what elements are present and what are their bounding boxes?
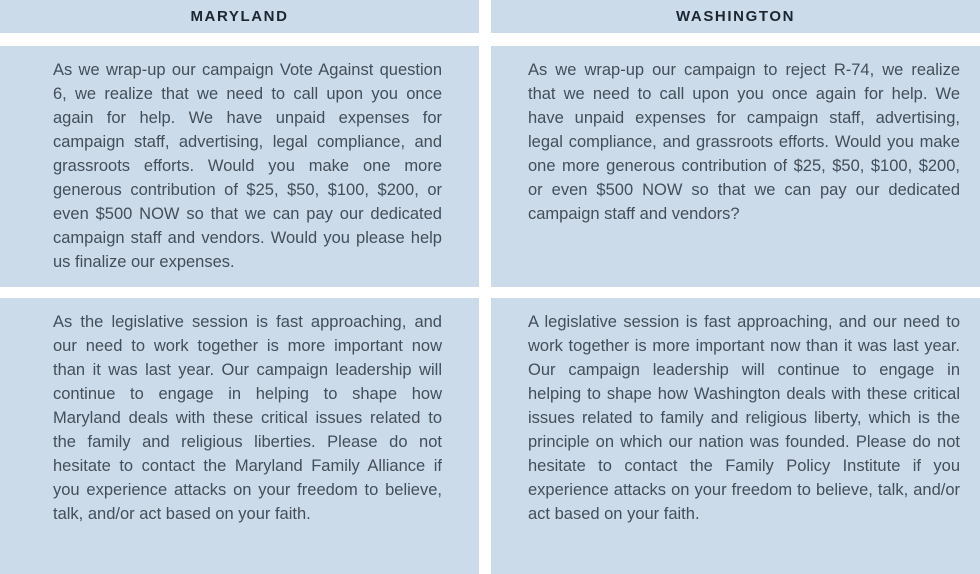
column-header-maryland: MARYLAND bbox=[0, 0, 479, 33]
column-header-washington: WASHINGTON bbox=[491, 0, 980, 33]
washington-fundraising-paragraph: As we wrap-up our campaign to reject R-74, we realize that we need to call upon you once again for help. We have unpaid expenses for campaign staff, advertising, legal compliance, and grassroots efforts. Would you make one more generous contribution of $25, $50, $100, $200, or even $500 NOW so that we can pay our dedicated campaign staff and vendors? bbox=[491, 46, 980, 287]
maryland-legislative-paragraph: As the legislative session is fast approaching, and our need to work together is more important now than it was last year. Our campaign leadership will continue to engage in helping to shape how Maryland deals with these critical issues related to the family and religious liberties. Please do not hesitate to contact the Maryland Family Alliance if you experience attacks on your freedom to believe, talk, and/or act based on your faith. bbox=[0, 298, 479, 574]
washington-legislative-paragraph: A legislative session is fast approaching, and our need to work together is more important now than it was last year. Our campaign leadership will continue to engage in helping to shape how Washington deals with these critical issues related to family and religious liberty, which is the principle on which our nation was founded. Please do not hesitate to contact the Family Policy Institute if you experience attacks on your freedom to believe, talk, and/or act based on your faith. bbox=[491, 298, 980, 574]
maryland-fundraising-paragraph: As we wrap-up our campaign Vote Against question 6, we realize that we need to call upon you once again for help. We have unpaid expenses for campaign staff, advertising, legal compliance, and grassroots efforts. Would you make one more generous contribution of $25, $50, $100, $200, or even $500 NOW so that we can pay our dedicated campaign staff and vendors. Would you please help us finalize our expenses. bbox=[0, 46, 479, 287]
